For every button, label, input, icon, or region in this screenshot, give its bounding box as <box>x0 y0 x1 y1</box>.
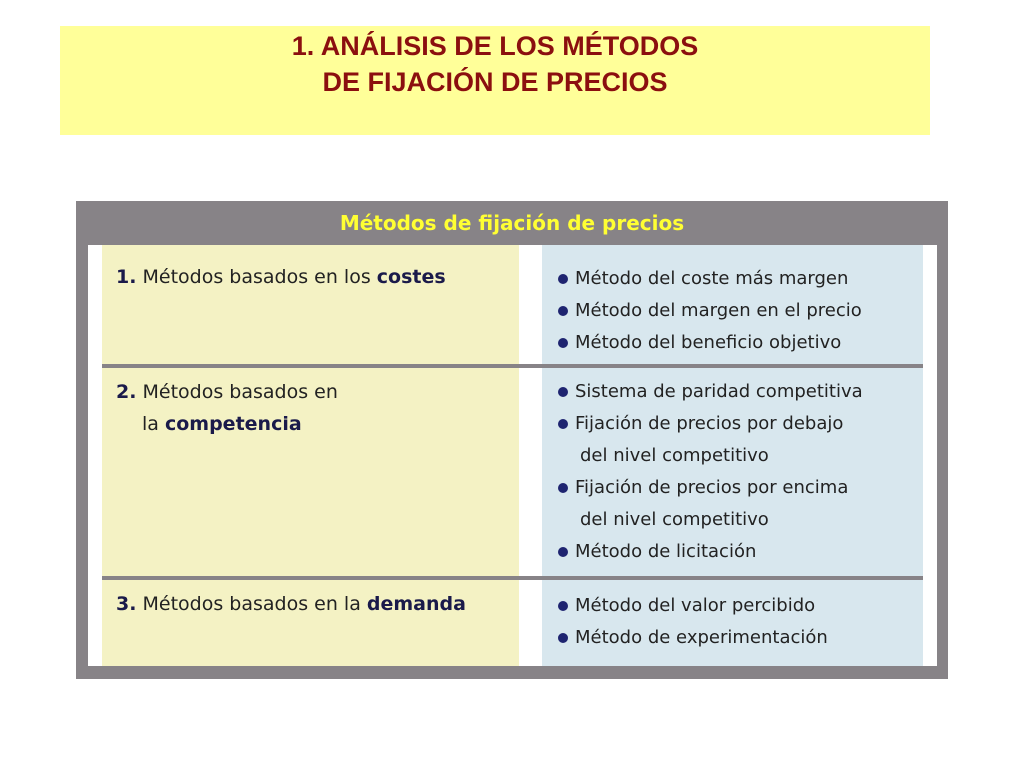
list-item <box>558 295 862 327</box>
bullet-icon <box>558 338 568 348</box>
list-item-text: Sistema de paridad competitiva <box>575 381 863 402</box>
list-item-text: Método del beneficio objetivo <box>575 332 842 353</box>
bullet-icon <box>558 483 568 493</box>
list-item <box>558 590 828 622</box>
list-item-text: Fijación de precios por debajo <box>575 413 844 434</box>
list-item-text: Método del valor percibido <box>575 595 816 616</box>
row-1-title <box>116 261 446 293</box>
row-3-right-cell <box>542 580 923 666</box>
row-3-method-list <box>558 590 828 654</box>
list-item-text: del nivel competitivo <box>580 509 769 530</box>
list-item <box>558 263 862 295</box>
slide-title-line-2: DE FIJACIÓN DE PRECIOS <box>322 67 668 97</box>
list-item <box>558 622 828 654</box>
list-item <box>558 408 863 440</box>
bullet-icon <box>558 601 568 611</box>
list-item-text: Método de experimentación <box>575 627 828 648</box>
bullet-icon <box>558 633 568 643</box>
row-3-keyword: demanda <box>366 593 466 615</box>
pricing-methods-table <box>76 201 948 679</box>
row-2-keyword: competencia <box>164 413 302 435</box>
row-1-method-list <box>558 263 862 359</box>
list-item-text: Método del coste más margen <box>575 268 849 289</box>
row-1-right-cell <box>542 245 923 364</box>
row-3-title <box>116 588 466 620</box>
bullet-icon <box>558 306 568 316</box>
row-1-text: Métodos basados en los <box>136 266 377 288</box>
list-item-text: Método de licitación <box>575 541 757 562</box>
row-2-title <box>116 376 338 440</box>
row-1-number: 1. <box>116 266 137 288</box>
slide-title-box <box>60 26 930 135</box>
slide-title-line-1: 1. ANÁLISIS DE LOS MÉTODOS <box>291 31 699 61</box>
bullet-icon <box>558 274 568 284</box>
bullet-icon <box>558 419 568 429</box>
table-header: Métodos de fijación de precios <box>339 211 685 235</box>
list-item <box>558 327 862 359</box>
list-item <box>558 504 863 536</box>
list-item-text: Método del margen en el precio <box>575 300 862 321</box>
row-3-number: 3. <box>116 593 137 615</box>
list-item <box>558 536 863 568</box>
row-1-keyword: costes <box>376 266 446 288</box>
row-2-left-cell <box>102 368 519 576</box>
row-2-text-2: la <box>142 413 165 435</box>
row-2-number: 2. <box>116 381 137 403</box>
row-2-text: Métodos basados en <box>136 381 338 403</box>
list-item-text: del nivel competitivo <box>580 445 769 466</box>
row-2-method-list <box>558 376 863 568</box>
list-item-text: Fijación de precios por encima <box>575 477 849 498</box>
row-2-right-cell <box>542 368 923 576</box>
row-3-left-cell <box>102 580 519 666</box>
bullet-icon <box>558 547 568 557</box>
list-item <box>558 376 863 408</box>
row-3-text: Métodos basados en la <box>136 593 367 615</box>
list-item <box>558 472 863 504</box>
bullet-icon <box>558 387 568 397</box>
table-body <box>88 245 937 666</box>
list-item <box>558 440 863 472</box>
row-1-left-cell <box>102 245 519 364</box>
